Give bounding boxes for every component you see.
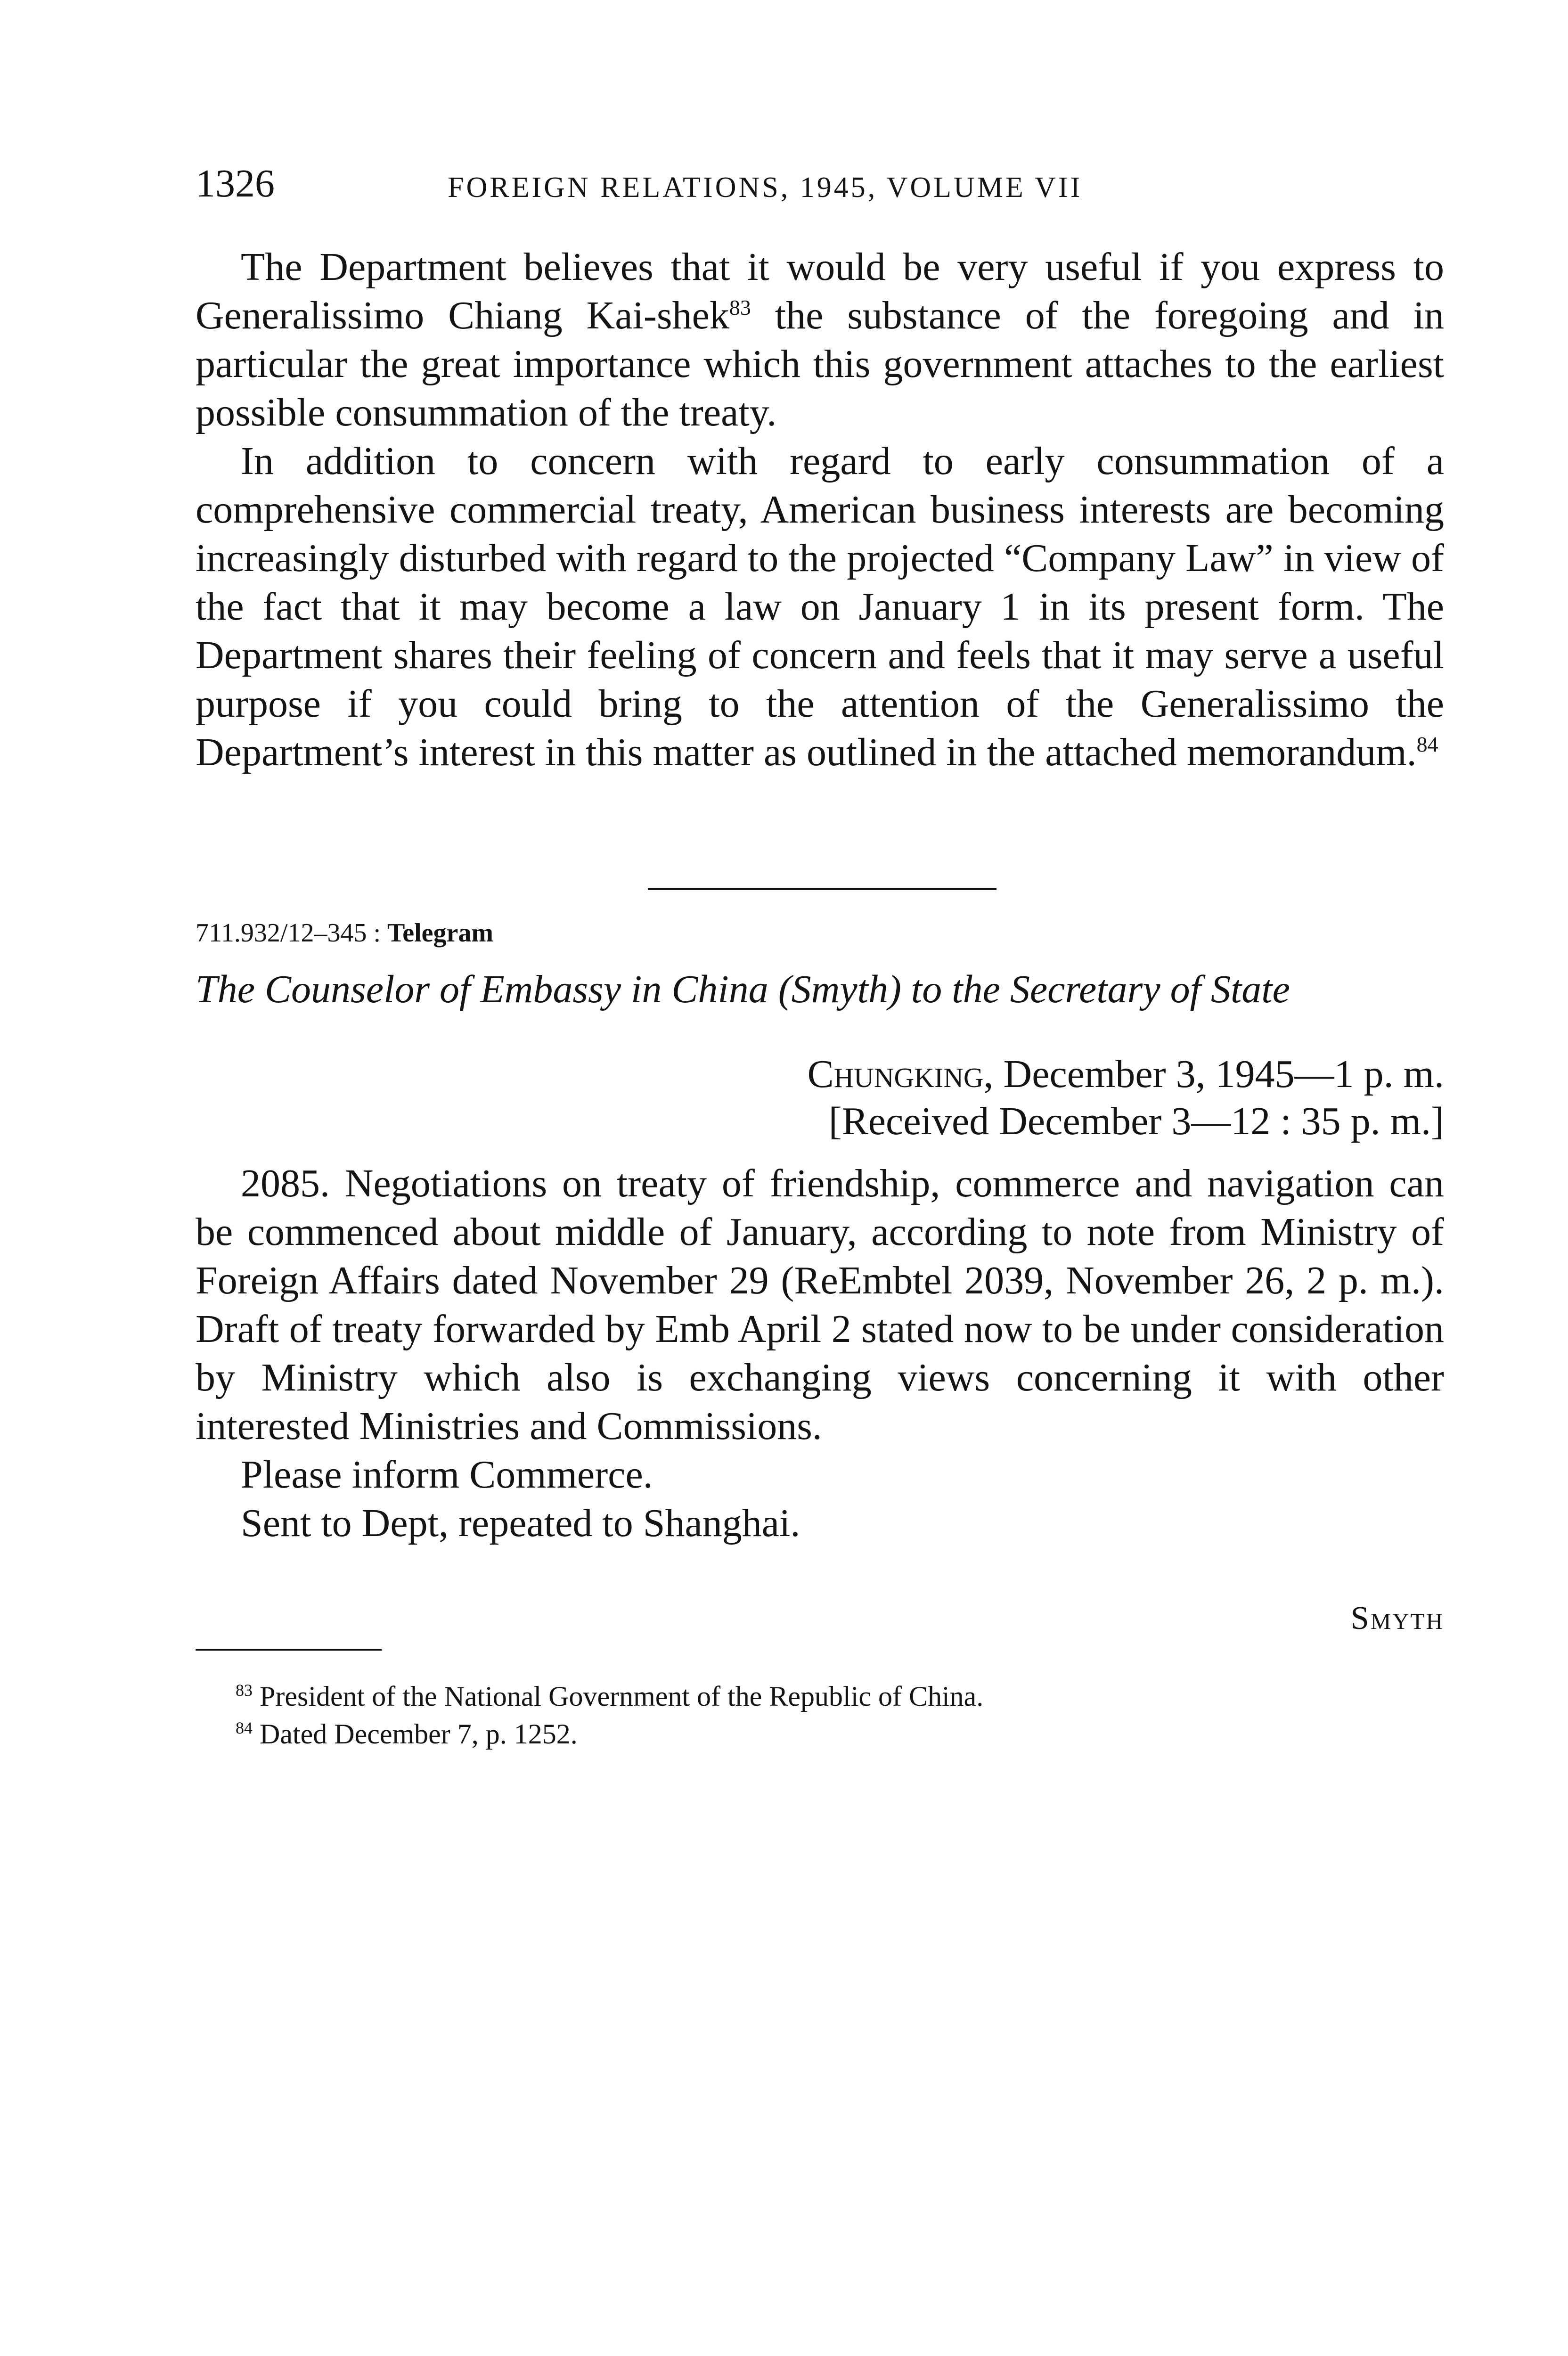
- footnote-text: President of the National Government of the Republic of China.: [260, 1681, 984, 1712]
- running-head: [196, 155, 1444, 212]
- dateline: [744, 1051, 1444, 1145]
- footnote-mark: 83: [236, 1681, 253, 1700]
- footnotes: [236, 1677, 1444, 1753]
- dateline-place: Chungking: [807, 1052, 984, 1096]
- file-number: 711.932/12–345 :: [196, 918, 388, 948]
- paragraph-1-continuation: the substance of the foregoing and in particular the great importance which this government attaches to the earliest possible consummation of the treaty.: [196, 294, 1445, 434]
- footnote-ref-83: 83: [729, 295, 751, 319]
- paragraph-1: [196, 243, 1444, 437]
- paragraph-1-text: The Department believes that it would be very useful if you express to Generalissimo Chiang Kai-shek: [196, 245, 1444, 337]
- file-type: Telegram: [387, 918, 494, 948]
- dateline-date: , December 3, 1945—1 p. m.: [983, 1052, 1444, 1096]
- footnote-text: Dated December 7, p. 1252.: [260, 1718, 578, 1750]
- telegram-paragraph: Please inform Commerce.: [241, 1453, 653, 1497]
- page-number: 1326: [196, 162, 275, 205]
- volume-title: FOREIGN RELATIONS, 1945, VOLUME VII: [448, 172, 1083, 204]
- footnote-83: [236, 1677, 1444, 1715]
- section-divider: [648, 888, 996, 890]
- footnote-rule: [196, 1649, 382, 1651]
- file-reference: [196, 914, 493, 952]
- instruction-text: [196, 243, 1444, 777]
- dateline-received: [Received December 3—12 : 35 p. m.]: [828, 1099, 1444, 1143]
- signature: Smyth: [1350, 1600, 1444, 1636]
- document-title: The Counselor of Embassy in China (Smyth) to the Secretary of State: [196, 967, 1290, 1011]
- paragraph-2-text: In addition to concern with regard to early consummation of a comprehensive commercial treaty, American business interests are becoming increasingly disturbed with regard to the projected “Company Law” in view of the fact that it may become a law on January 1 in its present form. The Department shares their feeling of concern and feels that it may serve a useful purpose if you could bring to the attention of the Generalissimo the Department’s interest in this matter as outlined in the attached memorandum.: [196, 439, 1444, 774]
- footnote-ref-84: 84: [1416, 732, 1438, 756]
- footnote-84: [236, 1715, 1444, 1753]
- telegram-body: [196, 1159, 1444, 1547]
- dateline-sent: [744, 1051, 1444, 1098]
- telegram-paragraph: Sent to Dept, repeated to Shanghai.: [241, 1501, 800, 1545]
- telegram-paragraph: 2085. Negotiations on treaty of friendship, commerce and navigation can be commenced about middle of January, according to note from Ministry of Foreign Affairs dated November 29 (ReEmbtel 2039, November 26, 2 p. m.). Draft of treaty forwarded by Emb April 2 stated now to be under consideration by Ministry which also is exchanging views concerning it with other interested Ministries and Commissions.: [196, 1162, 1444, 1448]
- footnote-mark: 84: [236, 1718, 253, 1737]
- paragraph-2: [196, 437, 1444, 777]
